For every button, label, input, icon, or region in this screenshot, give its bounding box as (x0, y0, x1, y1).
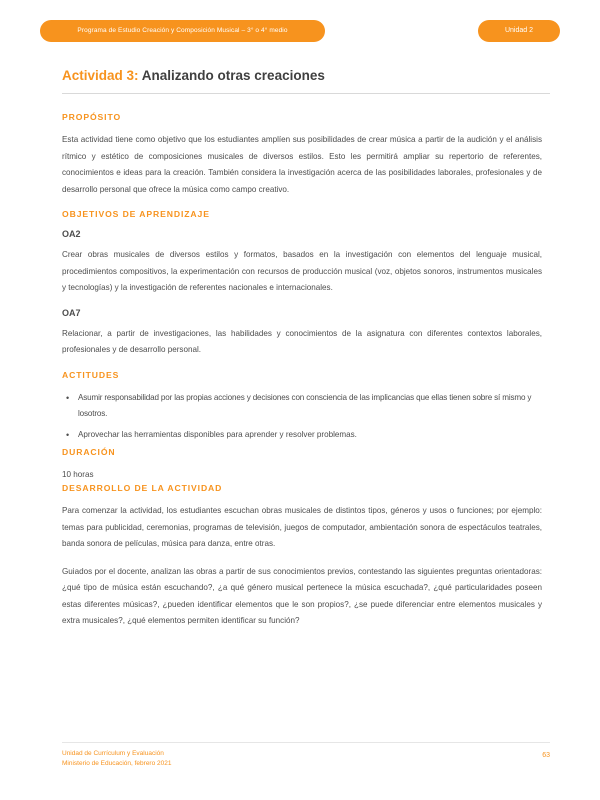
unit-badge: Unidad 2 (478, 20, 560, 42)
footer-org (62, 749, 171, 769)
document-content (62, 112, 542, 630)
title-divider (62, 93, 550, 94)
oa-text-2: Relacionar, a partir de investigaciones, las habilidades y conocimientos de la asignatura con diferentes contextos laborales, profesionales y de desarrollo personal. (62, 328, 542, 354)
section-heading-objetivos: OBJETIVOS DE APRENDIZAJE (62, 209, 210, 219)
actitudes-list (62, 390, 542, 444)
program-banner: Programa de Estudio Creación y Composición Musical – 3° o 4° medio (40, 20, 325, 42)
footer-line-2: Ministerio de Educación, febrero 2021 (62, 760, 172, 767)
section-heading-actitudes: ACTITUDES (62, 369, 120, 380)
footer-divider (62, 742, 550, 743)
oa-code-2: OA7 (62, 307, 81, 318)
page-footer (0, 742, 600, 782)
duracion-text: 10 horas (62, 470, 94, 479)
desarrollo-paragraph-2: Guiados por el docente, analizan las obras a partir de sus conocimientos previos, contestando las siguientes preguntas orientadoras: ¿qué tipo de música están escuchando?, ¿a qué género musical pertenece la música escuchada?, ¿qué particularidades poseen estas diferentes músicas?, ¿pueden identificar elementos que le son propios?, ¿se puede diferenciar entre elementos musicales y extra musicales?, ¿qué elementos permiten identificar su función? (62, 566, 542, 625)
proposito-text: Esta actividad tiene como objetivo que los estudiantes amplíen sus posibilidades de crear música a partir de la audición y el análisis rítmico y estético de composiciones musicales de diversos estilos. Esto les permitirá ampliar su repertorio de referentes, conocimientos e ideas para la creación. También considera la investigación acerca de las posibilidades laborales, profesionales y de desarrollo personal que ofrece la música como campo creativo. (62, 135, 542, 194)
activity-number: Actividad 3: (62, 68, 139, 83)
list-item: • Aprovechar las herramientas disponibles para aprender y resolver problemas. (78, 427, 542, 444)
page-header (40, 20, 560, 42)
page-title (62, 68, 550, 83)
section-heading-desarrollo: DESARROLLO DE LA ACTIVIDAD (62, 483, 223, 493)
oa-text-1: Crear obras musicales de diversos estilos y formatos, basados en la investigación con elementos del lenguaje musical, procedimientos compositivos, la experimentación con recursos de producción musical (voz, objetos sonoros, instrumentos musicales y tecnologías) y la investigación de referentes nacionales e internacionales. (62, 250, 542, 292)
page-number: 63 (542, 752, 550, 759)
footer-line-1: Unidad de Currículum y Evaluación (62, 750, 164, 757)
oa-code-1: OA2 (62, 229, 81, 239)
section-heading-proposito: PROPÓSITO (62, 112, 122, 122)
activity-name: Analizando otras creaciones (138, 68, 325, 83)
section-heading-duracion: DURACIÓN (62, 447, 116, 457)
list-item: • Asumir responsabilidad por las propias acciones y decisiones con consciencia de las implicancias que ellas tienen sobre sí mismo y losotros. (78, 390, 542, 423)
desarrollo-paragraph-1: Para comenzar la actividad, los estudiantes escuchan obras musicales de distintos tipos, géneros y usos o funciones; por ejemplo: temas para publicidad, ceremonias, programas de televisión, juegos de computador, ambientación sonora de espectáculos teatrales, banda sonora de películas, música para danza, entre otras. (62, 506, 542, 548)
